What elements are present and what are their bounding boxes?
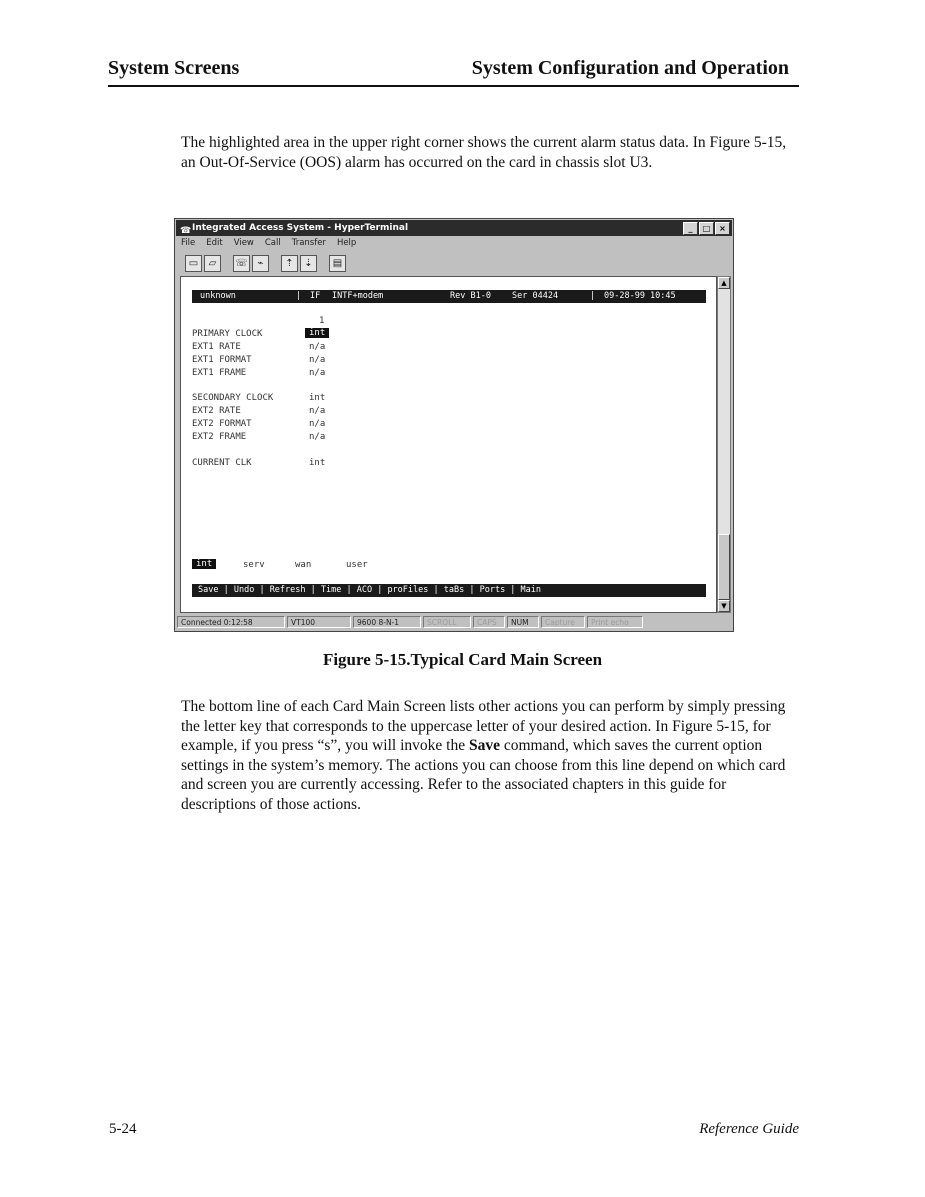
window-controls (683, 222, 730, 234)
title-bar[interactable] (176, 220, 732, 236)
toolbar (185, 255, 346, 273)
page-number: 5-24 (109, 1121, 137, 1137)
command-profiles[interactable]: proFiles (387, 585, 429, 595)
setting-label: PRIMARY CLOCK (192, 329, 263, 339)
separator: | (296, 291, 302, 301)
revision: Rev B1-0 (450, 291, 491, 301)
chapter-title: System Configuration and Operation (471, 57, 789, 79)
port-settings: 9600 8-N-1 (353, 616, 421, 628)
setting-value: n/a (309, 419, 326, 429)
body-text: command, which saves the current option settings in the system’s memory. The actions you can choose from this line depend on which card and screen you are currently accessing. Refer to the associated chapters in this guide for descriptions of those actions. (181, 737, 786, 813)
footer-title: Reference Guide (699, 1121, 799, 1137)
menu-bar (181, 238, 356, 252)
setting-label: SECONDARY CLOCK (192, 393, 274, 403)
menu-edit[interactable]: Edit (206, 238, 223, 248)
option[interactable]: user (346, 560, 368, 570)
command-save[interactable]: Save (198, 585, 219, 595)
option[interactable]: wan (295, 560, 312, 570)
setting-label: EXT1 RATE (192, 342, 241, 352)
hyperterminal-window (174, 218, 734, 632)
setting-label: EXT2 FORMAT (192, 419, 252, 429)
figure-caption: Figure 5-15.Typical Card Main Screen (322, 650, 603, 669)
setting-value: int (309, 393, 326, 403)
separator: | (590, 291, 596, 301)
body-paragraph (181, 697, 801, 814)
date-time: 09-28-99 10:45 (604, 291, 676, 301)
command-aco[interactable]: ACO (356, 585, 373, 595)
window-title: Integrated Access System - HyperTerminal (192, 223, 409, 233)
setting-label: EXT1 FORMAT (192, 355, 252, 365)
body-text: The bottom line of each Card Main Screen lists other actions you can perform by simply pressing the letter key that corresponds to the uppercase letter of your desired action. In Figure 5-15, for example, if you press “s”, you will invoke the (181, 698, 786, 754)
command-undo[interactable]: Undo (233, 585, 255, 595)
connection-time: Connected 0:12:58 (177, 616, 285, 628)
maximize-button[interactable]: □ (699, 222, 714, 235)
setting-value: n/a (309, 342, 326, 352)
receive-icon[interactable]: ⇣ (300, 255, 317, 272)
save-command-text: Save (468, 737, 500, 754)
command-main[interactable]: Main (520, 585, 542, 595)
setting-value: n/a (309, 368, 326, 378)
menu-call[interactable]: Call (264, 238, 281, 248)
command-ports[interactable]: Ports (479, 585, 506, 595)
command-refresh[interactable]: Refresh (269, 585, 306, 595)
column-header: 1 (319, 316, 325, 326)
setting-value: n/a (309, 355, 326, 365)
setting-label: EXT2 FRAME (192, 432, 247, 442)
setting-value-selected[interactable]: int (305, 328, 329, 338)
emulation: VT100 (287, 616, 351, 628)
command-bar: Save | Undo | Refresh | Time | ACO | proFiles | taBs | Ports | Main (192, 584, 706, 597)
setting-value: n/a (309, 432, 326, 442)
card-name: unknown (200, 291, 236, 301)
terminal-screen[interactable] (180, 276, 717, 613)
setting-label: EXT1 FRAME (192, 368, 247, 378)
close-button[interactable]: × (715, 222, 730, 235)
setting-label: CURRENT CLK (192, 458, 252, 468)
new-icon[interactable]: ▭ (185, 255, 202, 272)
serial-number: Ser 04424 (512, 291, 559, 301)
phone-icon[interactable]: ☏ (233, 255, 250, 272)
slot-id: IF (310, 291, 321, 301)
option-selected[interactable]: int (192, 559, 216, 569)
scroll-down-icon[interactable]: ▼ (718, 600, 730, 612)
caps-indicator: CAPS (473, 616, 505, 628)
scroll-up-icon[interactable]: ▲ (718, 277, 730, 289)
menu-help[interactable]: Help (336, 238, 357, 248)
page-header (108, 55, 799, 87)
setting-label: EXT2 RATE (192, 406, 241, 416)
disconnect-icon[interactable]: ⌁ (252, 255, 269, 272)
vertical-scrollbar[interactable] (717, 276, 731, 613)
minimize-button[interactable]: _ (683, 222, 698, 235)
scroll-indicator: SCROLL (423, 616, 471, 628)
send-icon[interactable]: ⇡ (281, 255, 298, 272)
num-indicator: NUM (507, 616, 539, 628)
menu-transfer[interactable]: Transfer (291, 238, 326, 248)
capture-indicator: Capture (541, 616, 585, 628)
setting-value: int (309, 458, 326, 468)
app-icon: ☎ (180, 226, 192, 236)
option[interactable]: serv (243, 560, 265, 570)
intro-paragraph: The highlighted area in the upper right corner shows the current alarm status data. In Figure 5-15, an Out-Of-Service (OOS) alarm has occurred on the card in chassis slot U3. (181, 134, 787, 171)
card-type: INTF+modem (332, 291, 384, 301)
command-tabs[interactable]: taBs (443, 585, 465, 595)
open-icon[interactable]: ▱ (204, 255, 221, 272)
setting-value: n/a (309, 406, 326, 416)
command-time[interactable]: Time (320, 585, 342, 595)
scroll-thumb[interactable] (718, 534, 730, 600)
print-echo-indicator: Print echo (587, 616, 643, 628)
status-bar (177, 616, 643, 630)
section-title: System Screens (108, 57, 240, 79)
menu-view[interactable]: View (233, 238, 254, 248)
status-line (192, 290, 706, 303)
menu-file[interactable]: File (181, 238, 196, 248)
properties-icon[interactable]: ▤ (329, 255, 346, 272)
